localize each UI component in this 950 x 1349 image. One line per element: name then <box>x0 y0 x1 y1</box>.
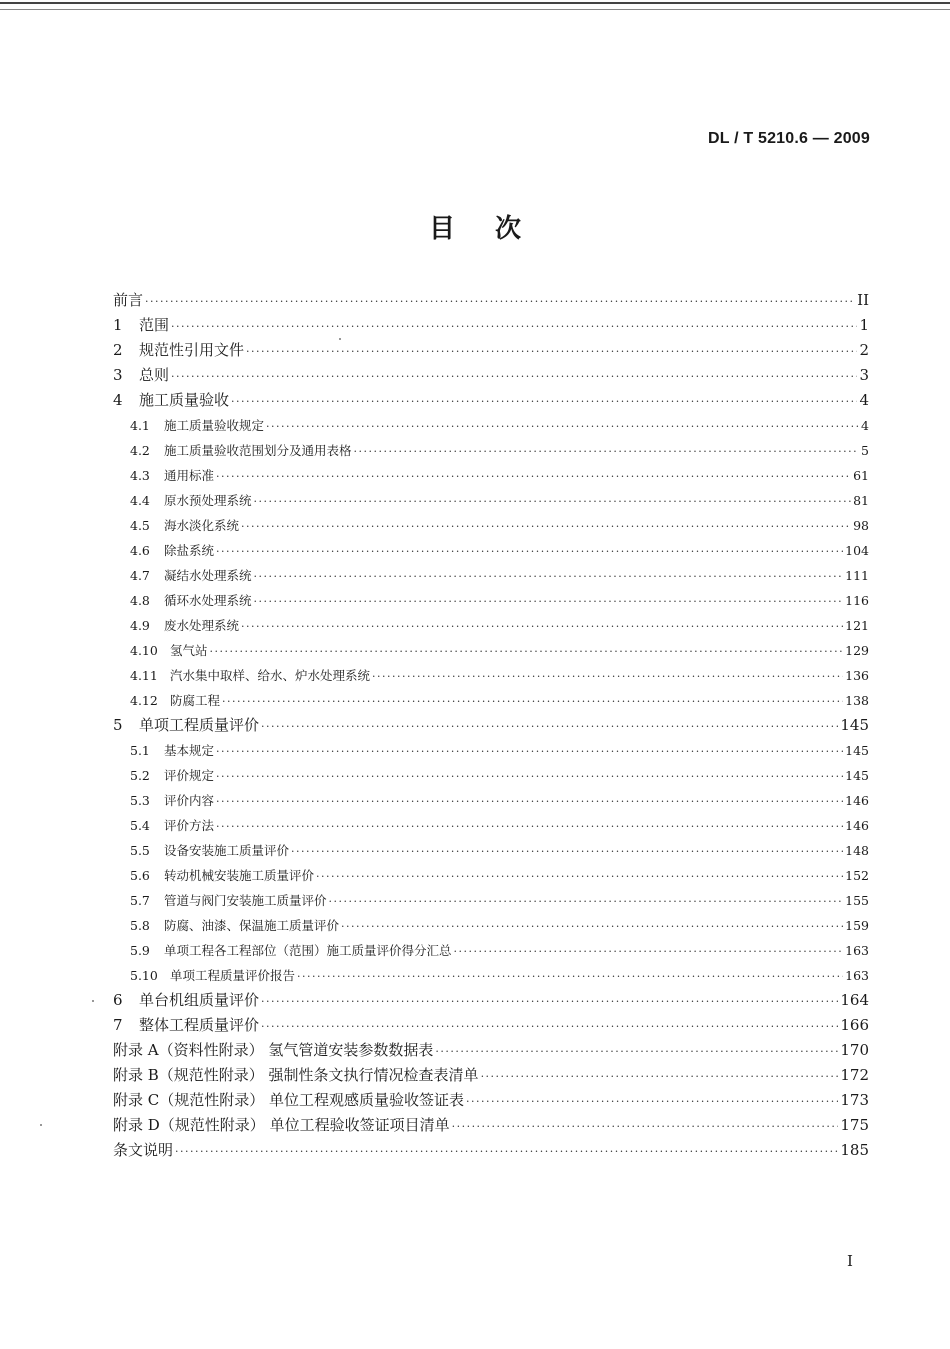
toc-entry[interactable] <box>113 888 869 913</box>
dot-leader <box>254 589 844 614</box>
dot-leader <box>145 289 855 314</box>
toc-entry-number: 6 <box>113 991 123 1009</box>
toc-entry-label: 原水预处理系统 <box>164 493 252 508</box>
toc-entry-page: 170 <box>840 1041 869 1059</box>
toc-entry-number: 5.10 <box>130 968 158 983</box>
toc-entry[interactable] <box>113 1063 869 1088</box>
toc-entry[interactable] <box>113 738 869 763</box>
toc-entry-page: 145 <box>840 716 869 734</box>
toc-entry-page: 152 <box>845 868 869 883</box>
dot-leader <box>175 1139 838 1164</box>
toc-entry-label: 循环水处理系统 <box>164 593 252 608</box>
dot-leader <box>222 689 843 714</box>
toc-entry[interactable] <box>113 1088 869 1113</box>
toc-entry-number: 4.2 <box>130 443 150 458</box>
toc-entry-page: 129 <box>845 643 869 658</box>
toc-entry-label: 评价规定 <box>164 768 215 783</box>
toc-entry-page: 138 <box>845 693 869 708</box>
toc-entry-label: 施工质量验收规定 <box>164 418 265 433</box>
toc-entry-number: 4.11 <box>130 668 158 683</box>
dot-leader <box>372 664 843 689</box>
toc-entry[interactable] <box>113 538 869 563</box>
page-title <box>0 208 950 245</box>
toc-entry[interactable] <box>113 713 869 738</box>
toc-entry[interactable] <box>113 1113 869 1138</box>
dot-leader <box>216 814 843 839</box>
dot-leader <box>266 414 859 439</box>
toc-entry-page: 145 <box>845 768 869 783</box>
dot-leader <box>435 1039 838 1064</box>
toc-entry[interactable] <box>113 1038 869 1063</box>
toc-entry[interactable] <box>113 838 869 863</box>
toc-entry-page: 185 <box>840 1141 869 1159</box>
toc-entry-number: 4.6 <box>130 543 150 558</box>
toc-entry-label: 评价方法 <box>164 818 215 833</box>
toc-entry-label: 汽水集中取样、给水、炉水处理系统 <box>170 668 371 683</box>
toc-entry-label: 条文说明 <box>113 1141 174 1159</box>
toc-entry-page: 4 <box>861 418 869 433</box>
toc-entry-page: 164 <box>840 991 869 1009</box>
toc-entry-page: 159 <box>845 918 869 933</box>
toc-entry-number: 5.8 <box>130 918 150 933</box>
scan-speck <box>40 1124 42 1126</box>
toc-entry-page: 163 <box>845 968 869 983</box>
toc-entry[interactable] <box>113 938 869 963</box>
toc-entry-label: 规范性引用文件 <box>139 341 245 359</box>
toc-entry-label: 前言 <box>113 291 144 309</box>
toc-entry[interactable] <box>113 813 869 838</box>
toc-entry[interactable] <box>113 313 869 338</box>
toc-entry[interactable] <box>113 688 869 713</box>
toc-entry-label: 海水淡化系统 <box>164 518 240 533</box>
dot-leader <box>254 564 844 589</box>
toc-entry-label: 氢气站 <box>170 643 208 658</box>
scan-speck <box>339 338 341 340</box>
toc-entry-label: 施工质量验收范围划分及通用表格 <box>164 443 352 458</box>
title-char-1: 目 <box>428 214 455 244</box>
toc-entry-page: 148 <box>845 843 869 858</box>
toc-entry-number: 4.4 <box>130 493 150 508</box>
toc-entry-number: 5.3 <box>130 793 150 808</box>
toc-entry-page: 173 <box>840 1091 869 1109</box>
toc-entry[interactable] <box>113 338 869 363</box>
toc-entry-page: 111 <box>845 568 869 583</box>
toc-entry-number: 4.3 <box>130 468 150 483</box>
scan-speck <box>92 1000 94 1002</box>
toc-entry-page: 155 <box>845 893 869 908</box>
dot-leader <box>341 914 843 939</box>
toc-entry-label: 防腐工程 <box>170 693 221 708</box>
toc-entry-label: 总则 <box>139 366 170 384</box>
page-number: I <box>847 1252 853 1270</box>
toc-entry[interactable] <box>113 1013 869 1038</box>
toc-entry[interactable] <box>113 413 869 438</box>
toc-entry-number: 1 <box>113 316 123 334</box>
toc-entry[interactable] <box>113 463 869 488</box>
toc-entry-number: 3 <box>113 366 123 384</box>
toc-entry[interactable] <box>113 663 869 688</box>
dot-leader <box>454 939 844 964</box>
toc-entry-label: 基本规定 <box>164 743 215 758</box>
toc-entry-label: 废水处理系统 <box>164 618 240 633</box>
toc-entry-label: 凝结水处理系统 <box>164 568 252 583</box>
dot-leader <box>171 314 857 339</box>
toc-entry-page: 136 <box>845 668 869 683</box>
toc-entry-page: 146 <box>845 793 869 808</box>
toc-entry-label: 施工质量验收 <box>139 391 230 409</box>
toc-entry-number: 5.2 <box>130 768 150 783</box>
standard-code: DL / T 5210.6 — 2009 <box>707 130 870 147</box>
toc-entry-number: 4.7 <box>130 568 150 583</box>
toc-entry-page: 1 <box>859 316 869 334</box>
toc-entry-page: 61 <box>853 468 869 483</box>
dot-leader <box>241 614 843 639</box>
dot-leader <box>316 864 843 889</box>
toc-entry-number: 5.5 <box>130 843 150 858</box>
toc-entry-number: 4.5 <box>130 518 150 533</box>
toc-entry-page: 175 <box>840 1116 869 1134</box>
dot-leader <box>216 789 843 814</box>
dot-leader <box>241 514 851 539</box>
toc-entry[interactable] <box>113 1138 869 1163</box>
top-border-rule <box>0 2 950 10</box>
toc-entry-number: 7 <box>113 1016 123 1034</box>
toc-entry-label: 附录 B（规范性附录） 强制性条文执行情况检查表清单 <box>113 1066 479 1084</box>
toc-entry[interactable] <box>113 388 869 413</box>
dot-leader <box>481 1064 839 1089</box>
toc-entry-number: 5.7 <box>130 893 150 908</box>
toc-entry-number: 5.9 <box>130 943 150 958</box>
dot-leader <box>210 639 844 664</box>
toc-entry-page: 166 <box>840 1016 869 1034</box>
title-char-2: 次 <box>495 214 522 244</box>
toc-entry[interactable] <box>113 438 869 463</box>
toc-entry-number: 4.12 <box>130 693 158 708</box>
toc-entry-page: 116 <box>845 593 869 608</box>
toc-entry-page: 81 <box>853 493 869 508</box>
toc-entry-label: 管道与阀门安装施工质量评价 <box>164 893 327 908</box>
toc-entry-page: 163 <box>845 943 869 958</box>
toc-entry-page: 5 <box>861 443 869 458</box>
toc-entry-number: 4 <box>113 391 123 409</box>
dot-leader <box>261 989 838 1014</box>
dot-leader <box>254 489 852 514</box>
toc-entry[interactable] <box>113 563 869 588</box>
toc-entry[interactable] <box>113 288 869 313</box>
toc-entry-label: 通用标准 <box>164 468 215 483</box>
toc-entry[interactable] <box>113 588 869 613</box>
toc-entry[interactable] <box>113 363 869 388</box>
toc-entry[interactable] <box>113 963 869 988</box>
toc-entry-number: 2 <box>113 341 123 359</box>
toc-entry-label: 单项工程质量评价 <box>139 716 260 734</box>
toc-entry-label: 设备安装施工质量评价 <box>164 843 290 858</box>
toc-entry-number: 4.1 <box>130 418 150 433</box>
toc-entry-number: 4.8 <box>130 593 150 608</box>
toc-entry-number: 4.10 <box>130 643 158 658</box>
dot-leader <box>297 964 843 989</box>
toc-entry-label: 除盐系统 <box>164 543 215 558</box>
toc-entry-label: 范围 <box>139 316 170 334</box>
toc-entry-page: 146 <box>845 818 869 833</box>
dot-leader <box>291 839 843 864</box>
dot-leader <box>216 464 851 489</box>
toc-entry-label: 附录 C（规范性附录） 单位工程观感质量验收签证表 <box>113 1091 465 1109</box>
toc-entry-page: 3 <box>859 366 869 384</box>
toc-entry-number: 5.1 <box>130 743 150 758</box>
table-of-contents <box>113 288 869 1163</box>
dot-leader <box>231 389 857 414</box>
toc-entry[interactable] <box>113 488 869 513</box>
toc-entry-number: 5.6 <box>130 868 150 883</box>
toc-entry-label: 评价内容 <box>164 793 215 808</box>
toc-entry-label: 单台机组质量评价 <box>139 991 260 1009</box>
dot-leader <box>329 889 844 914</box>
dot-leader <box>466 1089 838 1114</box>
dot-leader <box>261 714 838 739</box>
dot-leader <box>216 539 843 564</box>
toc-entry[interactable] <box>113 763 869 788</box>
toc-entry[interactable] <box>113 513 869 538</box>
toc-entry-page: 104 <box>845 543 869 558</box>
dot-leader <box>216 764 843 789</box>
toc-entry-label: 单项工程各工程部位（范围）施工质量评价得分汇总 <box>164 943 452 958</box>
toc-entry-label: 单项工程质量评价报告 <box>170 968 296 983</box>
toc-entry[interactable] <box>113 988 869 1013</box>
toc-entry-label: 附录 A（资料性附录） 氢气管道安装参数数据表 <box>113 1041 434 1059</box>
toc-entry-page: 2 <box>859 341 869 359</box>
toc-entry-page: 145 <box>845 743 869 758</box>
toc-entry-number: 4.9 <box>130 618 150 633</box>
toc-entry-page: 98 <box>853 518 869 533</box>
toc-entry-page: II <box>857 291 869 309</box>
toc-entry-label: 附录 D（规范性附录） 单位工程验收签证项目清单 <box>113 1116 450 1134</box>
dot-leader <box>246 339 857 364</box>
toc-entry[interactable] <box>113 638 869 663</box>
toc-entry-page: 121 <box>845 618 869 633</box>
toc-entry[interactable] <box>113 613 869 638</box>
dot-leader <box>354 439 860 464</box>
dot-leader <box>452 1114 839 1139</box>
dot-leader <box>171 364 857 389</box>
toc-entry-page: 4 <box>859 391 869 409</box>
dot-leader <box>216 739 843 764</box>
dot-leader <box>261 1014 838 1039</box>
toc-entry[interactable] <box>113 863 869 888</box>
toc-entry-label: 转动机械安装施工质量评价 <box>164 868 315 883</box>
toc-entry-number: 5.4 <box>130 818 150 833</box>
toc-entry-label: 整体工程质量评价 <box>139 1016 260 1034</box>
toc-entry[interactable] <box>113 913 869 938</box>
toc-entry[interactable] <box>113 788 869 813</box>
toc-entry-number: 5 <box>113 716 123 734</box>
toc-entry-label: 防腐、油漆、保温施工质量评价 <box>164 918 340 933</box>
toc-entry-page: 172 <box>840 1066 869 1084</box>
